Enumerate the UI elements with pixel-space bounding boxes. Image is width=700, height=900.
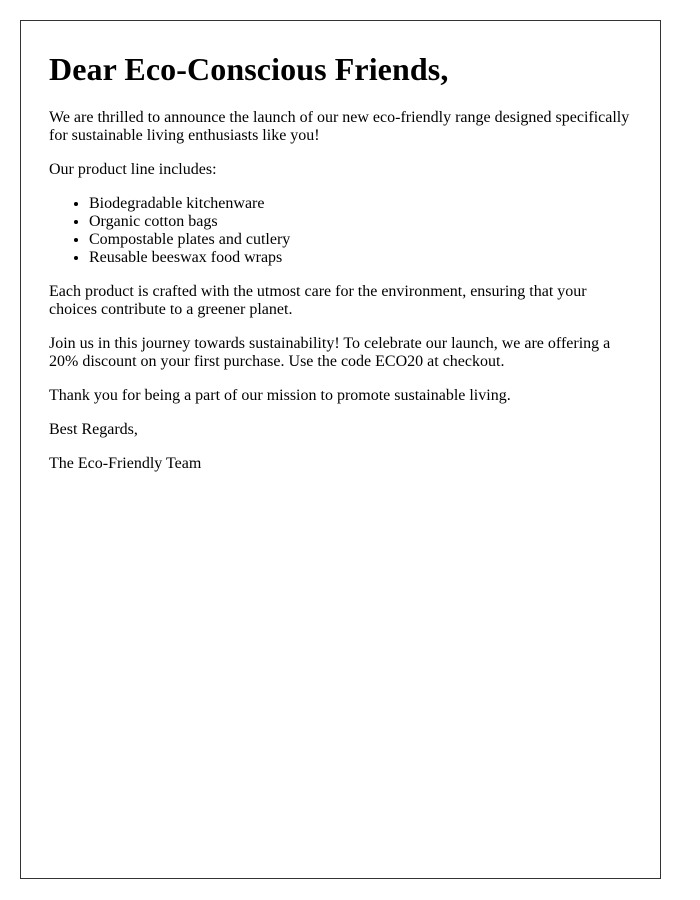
closing-line: Best Regards, <box>49 421 138 438</box>
letter-greeting: Dear Eco-Conscious Friends, <box>49 51 449 87</box>
product-list-item: • Biodegradable kitchenware <box>89 195 632 213</box>
intro-paragraph: We are thrilled to announce the launch of our new eco-friendly range designed specifically for sustainable living enthusiasts like you! <box>49 109 630 144</box>
letter-page <box>20 20 661 879</box>
product-intro-paragraph: Our product line includes: <box>49 161 217 178</box>
product-list-item: • Compostable plates and cutlery <box>89 231 632 249</box>
product-list-item: • Reusable beeswax food wraps <box>89 249 632 267</box>
product-list <box>49 195 632 267</box>
care-paragraph: Each product is crafted with the utmost care for the environment, ensuring that your choices contribute to a greener planet. <box>49 283 587 318</box>
product-list-item: • Organic cotton bags <box>89 213 632 231</box>
offer-paragraph: Join us in this journey towards sustainability! To celebrate our launch, we are offering a 20% discount on your first purchase. Use the code ECO20 at checkout. <box>49 335 611 370</box>
signature-line: The Eco-Friendly Team <box>49 455 202 472</box>
thanks-paragraph: Thank you for being a part of our mission to promote sustainable living. <box>49 387 511 404</box>
